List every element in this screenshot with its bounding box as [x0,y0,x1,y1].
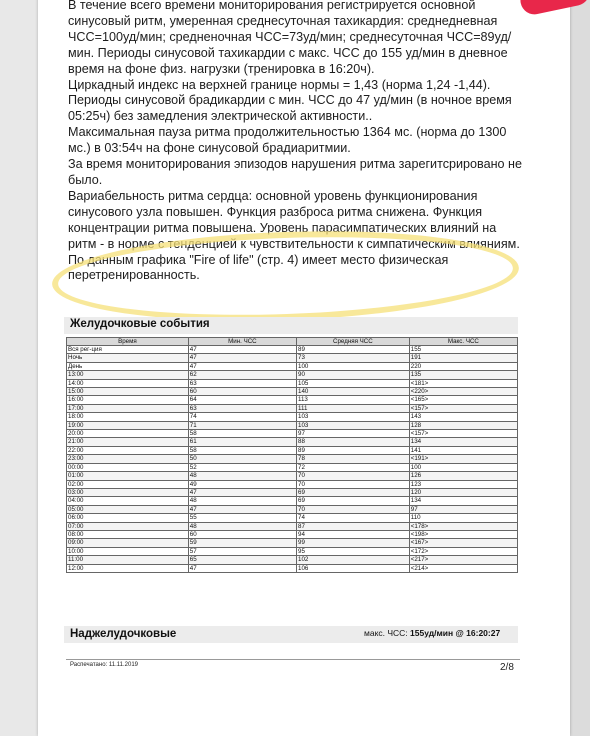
table-row [67,463,518,471]
table-row [67,404,518,412]
table-row [67,497,518,505]
cell-avg-hr: 102 [297,556,410,564]
cell-avg-hr: 140 [297,388,410,396]
cell-avg-hr: 72 [297,463,410,471]
paragraph-no-arrhythmia: За время мониторирования эпизодов нарушения ритма зарегитсрировано не было. [68,157,523,187]
cell-max-hr: 128 [409,421,517,429]
table-row [67,371,518,379]
cell-max-hr: 155 [409,346,517,354]
table-row [67,362,518,370]
cell-max-hr: 97 [409,505,517,513]
cell-time: Вся рег-ция [67,346,189,354]
cell-max-hr: 220 [409,362,517,370]
cell-min-hr: 60 [188,388,296,396]
cell-time: 05:00 [67,505,189,513]
table-row [67,514,518,522]
cell-min-hr: 48 [188,522,296,530]
cell-time: 16:00 [67,396,189,404]
table-row [67,413,518,421]
table-row [67,472,518,480]
cell-min-hr: 47 [188,488,296,496]
header-avg-hr: Средняя ЧСС [297,338,410,346]
cell-time: 02:00 [67,480,189,488]
cell-max-hr: <220> [409,388,517,396]
table-row [67,530,518,538]
cell-max-hr: <214> [409,564,517,572]
table-row [67,379,518,387]
cell-max-hr: 134 [409,438,517,446]
cell-avg-hr: 99 [297,539,410,547]
table-row [67,556,518,564]
cell-time: 01:00 [67,472,189,480]
cell-min-hr: 47 [188,505,296,513]
table-row [67,539,518,547]
cell-min-hr: 63 [188,379,296,387]
paragraph-fire-of-life: По данным графика "Fire of life" (стр. 4) имеет место физическая перетренированность. [68,252,449,283]
cell-time: 07:00 [67,522,189,530]
cell-max-hr: <178> [409,522,517,530]
cell-time: 22:00 [67,446,189,454]
cell-time: 11:00 [67,556,189,564]
cell-max-hr: 120 [409,488,517,496]
cell-time: 20:00 [67,430,189,438]
cell-time: 23:00 [67,455,189,463]
cell-max-hr: <181> [409,379,517,387]
cell-min-hr: 63 [188,404,296,412]
cell-avg-hr: 70 [297,472,410,480]
table-row [67,564,518,572]
table-row [67,430,518,438]
cell-max-hr: <165> [409,396,517,404]
background-edge [570,0,590,736]
paragraph-circadian: Циркадный индекс на верхней границе нормы = 1,43 (норма 1,24 -1,44). [68,77,491,92]
cell-time: 18:00 [67,413,189,421]
paragraph-pause: Максимальная пауза ритма продолжительностью 1364 мс. (норма до 1300 мс.) в 03:54ч на фоне синусовой брадиаритмии. [68,125,507,156]
max-hr-label: макс. ЧСС: [364,628,408,638]
cell-avg-hr: 78 [297,455,410,463]
table-row [67,354,518,362]
cell-min-hr: 61 [188,438,296,446]
cell-min-hr: 71 [188,421,296,429]
cell-avg-hr: 105 [297,379,410,387]
paragraph-variability: Вариабельность ритма сердца: основной уровень функционирования синусового узла повышен. Функция разброса ритма снижена. Функция концентрации ритма повышена. Уровень парасимпатических влияний на ритм - в норме с тенденцией к чувствительности к симпатическим влияниям. [68,188,520,251]
max-hr-value: 155уд/мин @ 16:20:27 [410,628,501,638]
header-min-hr: Мин. ЧСС [188,338,296,346]
cell-avg-hr: 89 [297,446,410,454]
table-row [67,455,518,463]
cell-avg-hr: 73 [297,354,410,362]
cell-max-hr: <172> [409,547,517,555]
cell-min-hr: 50 [188,455,296,463]
cell-min-hr: 57 [188,547,296,555]
cell-min-hr: 65 [188,556,296,564]
cell-min-hr: 47 [188,362,296,370]
cell-time: 14:00 [67,379,189,387]
cell-time: Ночь [67,354,189,362]
cell-max-hr: <191> [409,455,517,463]
table-row [67,421,518,429]
cell-min-hr: 52 [188,463,296,471]
cell-max-hr: 100 [409,463,517,471]
paragraph-bradycardia: Периоды синусовой брадикардии с мин. ЧСС до 47 уд/мин (в ночное время 05:25ч) без замедления электрической активности.. [68,93,512,124]
cell-max-hr: <217> [409,556,517,564]
cell-avg-hr: 69 [297,497,410,505]
cell-avg-hr: 95 [297,547,410,555]
supraventricular-title: Наджелудочковые [70,628,177,640]
cell-max-hr: <157> [409,430,517,438]
table-row [67,547,518,555]
table-row [67,522,518,530]
cell-avg-hr: 111 [297,404,410,412]
cell-max-hr: 123 [409,480,517,488]
cell-avg-hr: 69 [297,488,410,496]
cell-time: 03:00 [67,488,189,496]
cell-min-hr: 74 [188,413,296,421]
table-body [67,346,518,573]
cell-min-hr: 62 [188,371,296,379]
cell-min-hr: 60 [188,530,296,538]
table-row [67,446,518,454]
cell-time: 06:00 [67,514,189,522]
cell-avg-hr: 70 [297,505,410,513]
cell-avg-hr: 113 [297,396,410,404]
cell-avg-hr: 90 [297,371,410,379]
cell-time: 10:00 [67,547,189,555]
cell-avg-hr: 106 [297,564,410,572]
header-time: Время [67,338,189,346]
cell-min-hr: 49 [188,480,296,488]
cell-min-hr: 47 [188,564,296,572]
cell-max-hr: 126 [409,472,517,480]
cell-min-hr: 48 [188,472,296,480]
cell-avg-hr: 88 [297,438,410,446]
table-row [67,396,518,404]
supraventricular-max-hr [364,628,500,638]
cell-avg-hr: 87 [297,522,410,530]
header-max-hr: Макс. ЧСС [409,338,517,346]
cell-min-hr: 47 [188,346,296,354]
cell-time: День [67,362,189,370]
cell-avg-hr: 94 [297,530,410,538]
ventricular-title: Желудочковые события [70,318,210,330]
cell-avg-hr: 89 [297,346,410,354]
cell-time: 13:00 [67,371,189,379]
cell-max-hr: 135 [409,371,517,379]
cell-max-hr: 143 [409,413,517,421]
cell-avg-hr: 74 [297,514,410,522]
table-row [67,480,518,488]
cell-time: 09:00 [67,539,189,547]
cell-avg-hr: 97 [297,430,410,438]
cell-min-hr: 58 [188,430,296,438]
cell-avg-hr: 100 [297,362,410,370]
cell-min-hr: 47 [188,354,296,362]
cell-time: 17:00 [67,404,189,412]
cell-max-hr: 141 [409,446,517,454]
cell-max-hr: <167> [409,539,517,547]
cell-max-hr: <198> [409,530,517,538]
cell-max-hr: 191 [409,354,517,362]
cell-min-hr: 58 [188,446,296,454]
cell-time: 21:00 [67,438,189,446]
cell-min-hr: 48 [188,497,296,505]
cell-avg-hr: 103 [297,421,410,429]
cell-min-hr: 59 [188,539,296,547]
cell-time: 04:00 [67,497,189,505]
ventricular-table [66,337,518,573]
cell-time: 08:00 [67,530,189,538]
cell-avg-hr: 103 [297,413,410,421]
cell-min-hr: 64 [188,396,296,404]
table-row [67,388,518,396]
cell-time: 12:00 [67,564,189,572]
cell-avg-hr: 70 [297,480,410,488]
cell-min-hr: 55 [188,514,296,522]
footer-divider [66,659,520,660]
cell-max-hr: <157> [409,404,517,412]
page-number: 2/8 [500,662,514,673]
cell-max-hr: 110 [409,514,517,522]
cell-time: 15:00 [67,388,189,396]
table-row [67,488,518,496]
cell-max-hr: 134 [409,497,517,505]
paragraph-rhythm: В течение всего времени мониторирования регистрируется основной синусовый ритм, умеренная среднесуточная тахикардия: среднедневная ЧСС=100уд/мин; средненочная ЧСС=73уд/мин; среднесуточная ЧСС=89уд/мин. Периоды синусовой тахикардии с макс. ЧСС до 155 уд/мин в дневное время на фоне физ. нагрузки (тренировка в 16:20ч). [68,0,512,76]
table-header-row [67,338,518,346]
table-row [67,346,518,354]
cell-time: 00:00 [67,463,189,471]
table-row [67,505,518,513]
table-row [67,438,518,446]
printed-date: Распечатано: 11.11.2019 [70,662,138,668]
cell-time: 19:00 [67,421,189,429]
